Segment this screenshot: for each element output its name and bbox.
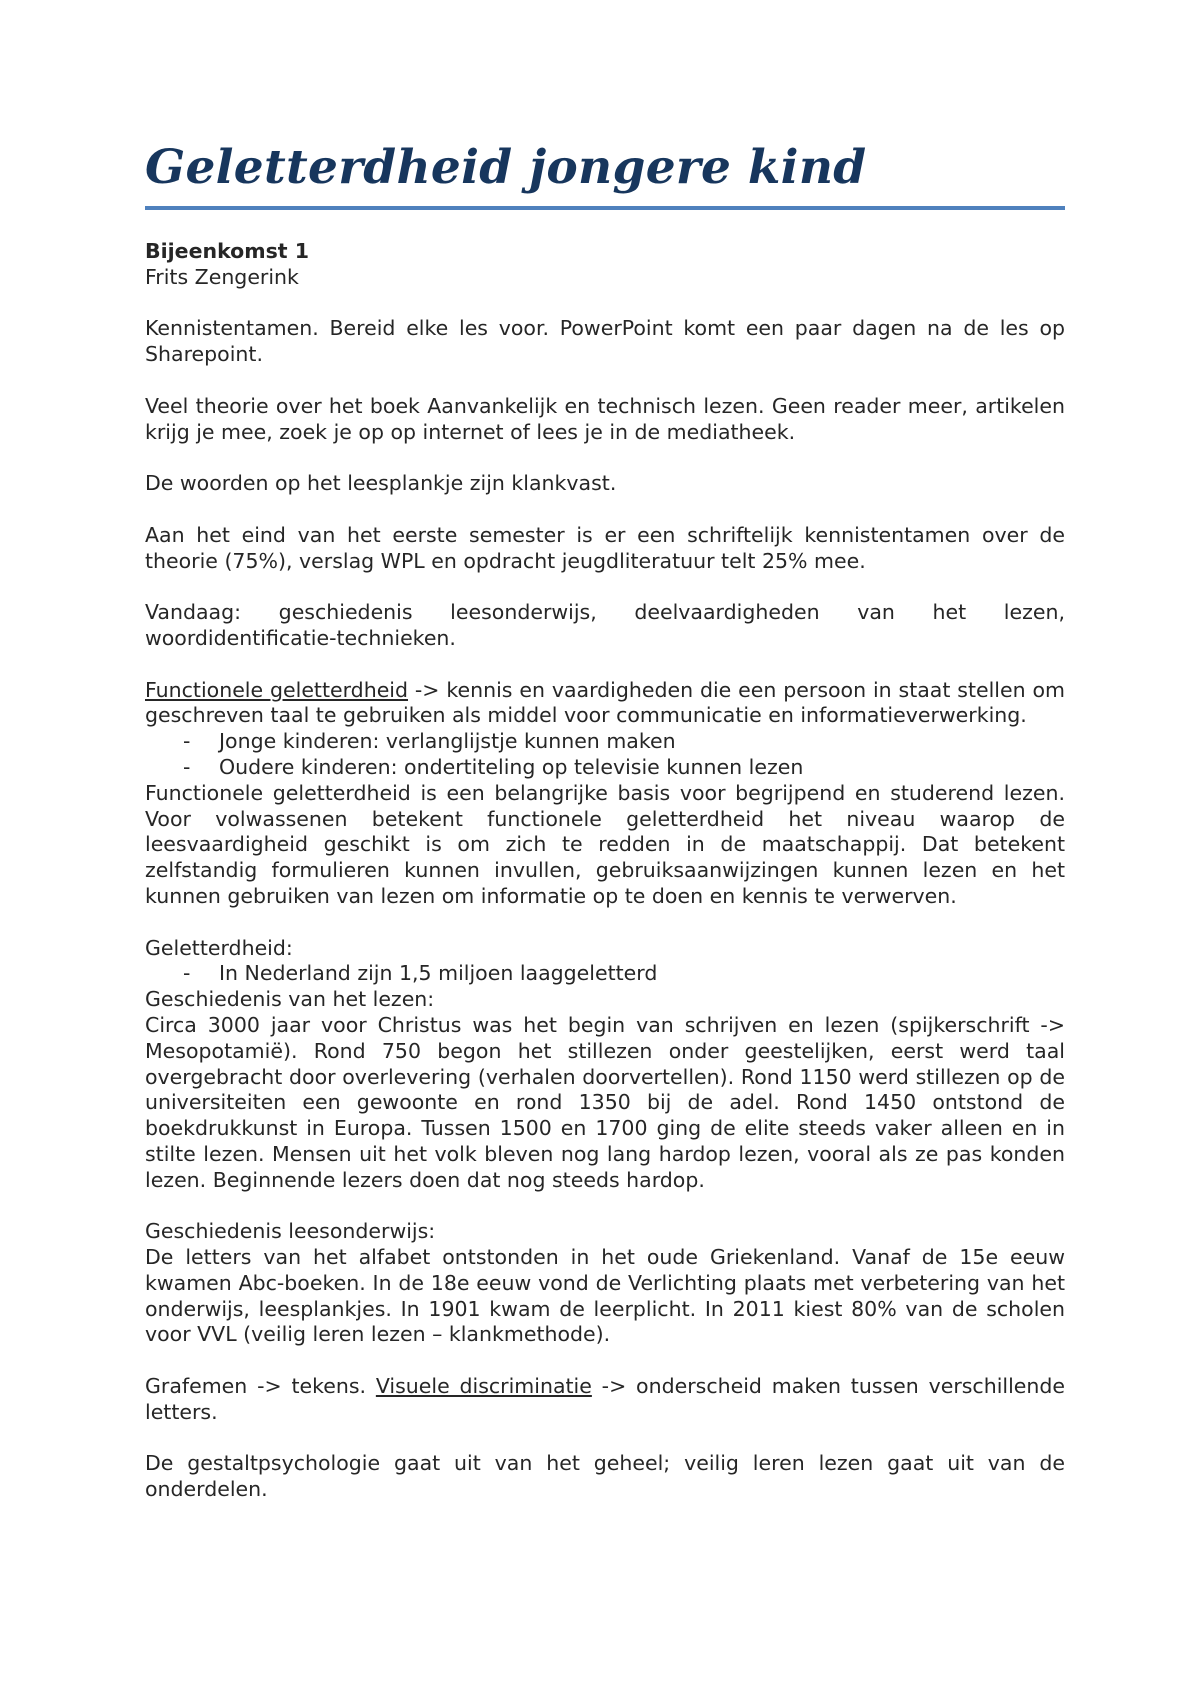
reading-history-heading: Geschiedenis van het lezen: [145, 987, 435, 1012]
functional-literacy-definition [145, 678, 1065, 730]
document-page [145, 138, 1065, 1529]
exam-paragraph: Aan het eind van het eerste semester is er een schriftelijk kennistentamen over de theorie (75%), verslag WPL en opdracht jeugdliteratuur telt 25% mee. [145, 522, 1065, 573]
education-history-heading: Geschiedenis leesonderwijs: [145, 1219, 436, 1244]
functional-literacy-explanation: Functionele geletterdheid is een belangrijke basis voor begrijpend en studerend lezen. Voor volwassenen betekent functionele geletterdheid het niveau waarop de leesvaardigheid geschikt is om zich te redden in de maatschappij. Dat betekent zelfstandig formulieren kunnen invullen, gebruiksaanwijzingen kunnen lezen en het kunnen gebruiken van lezen om informatie op te doen en kennis te verwerven. [145, 780, 1065, 908]
dash-bullet: - [183, 729, 191, 754]
dash-bullet: - [183, 961, 191, 986]
words-paragraph: De woorden op het leesplankje zijn klankvast. [145, 471, 617, 496]
list-item [183, 755, 1065, 781]
reading-history-text: Circa 3000 jaar voor Christus was het begin van schrijven en lezen (spijkerschrift -> Mesopotamië). Rond 750 begon het stillezen onder geestelijken, eerst werd taal overgebracht door overlevering (verhalen doorvertellen). Rond 1150 werd stillezen op de universiteiten een gewoonte en rond 1350 bij de adel. Rond 1450 ontstond de boekdrukkunst in Europa. Tussen 1500 en 1700 ging de elite steeds vaker alleen en in stilte lezen. Mensen uit het volk bleven nog lang hardop lezen, vooral als ze pas konden lezen. Beginnende lezers doen dat nog steeds hardop. [145, 1012, 1065, 1192]
functional-literacy-text: -> kennis en vaardigheden die een persoon in staat stellen om geschreven taal te gebruiken als middel voor communicatie en informatieverwerking. [145, 677, 1065, 728]
theory-paragraph: Veel theorie over het boek Aanvankelijk en technisch lezen. Geen reader meer, artikelen krijg je mee, zoek je op op internet of lees je in de mediatheek. [145, 393, 1065, 444]
functional-literacy-list [145, 729, 1065, 781]
graphemes-lead: Grafemen -> tekens. [145, 1374, 376, 1399]
graphemes-rest: -> onderscheid maken tussen verschillende letters. [145, 1374, 1066, 1424]
visual-discrimination-term: Visuele discriminatie [375, 1374, 592, 1399]
list-item [183, 729, 1065, 755]
literacy-heading: Geletterdheid: [145, 935, 293, 960]
list-item-text: Jonge kinderen: verlanglijstje kunnen maken [219, 729, 676, 754]
list-item-text: In Nederland zijn 1,5 miljoen laaggeletterd [219, 961, 658, 986]
title-underline-rule [145, 206, 1065, 210]
dash-bullet: - [183, 754, 191, 779]
literacy-list [145, 961, 1065, 987]
document-title: Geletterdheid jongere kind [145, 140, 867, 195]
list-item [183, 961, 1065, 987]
intro-paragraph: Kennistentamen. Bereid elke les voor. PowerPoint komt een paar dagen na de les op Sharepoint. [145, 316, 1065, 367]
meeting-heading: Bijeenkomst 1 [145, 239, 310, 263]
today-paragraph: Vandaag: geschiedenis leesonderwijs, deelvaardigheden van het lezen, woordidentificatie-technieken. [145, 600, 1065, 650]
graphemes-paragraph [145, 1374, 1065, 1426]
gestalt-paragraph: De gestaltpsychologie gaat uit van het geheel; veilig leren lezen gaat uit van de onderdelen. [145, 1451, 1065, 1502]
list-item-text: Oudere kinderen: ondertiteling op televisie kunnen lezen [219, 754, 804, 779]
functional-literacy-term: Functionele geletterdheid [145, 677, 409, 702]
education-history-text: De letters van het alfabet ontstonden in het oude Griekenland. Vanaf de 15e eeuw kwamen Abc-boeken. In de 18e eeuw vond de Verlichting plaats met verbetering van het onderwijs, leesplankjes. In 1901 kwam de leerplicht. In 2011 kiest 80% van de scholen voor VVL (veilig leren lezen – klankmethode). [145, 1245, 1065, 1347]
author-name: Frits Zengerink [145, 264, 299, 289]
